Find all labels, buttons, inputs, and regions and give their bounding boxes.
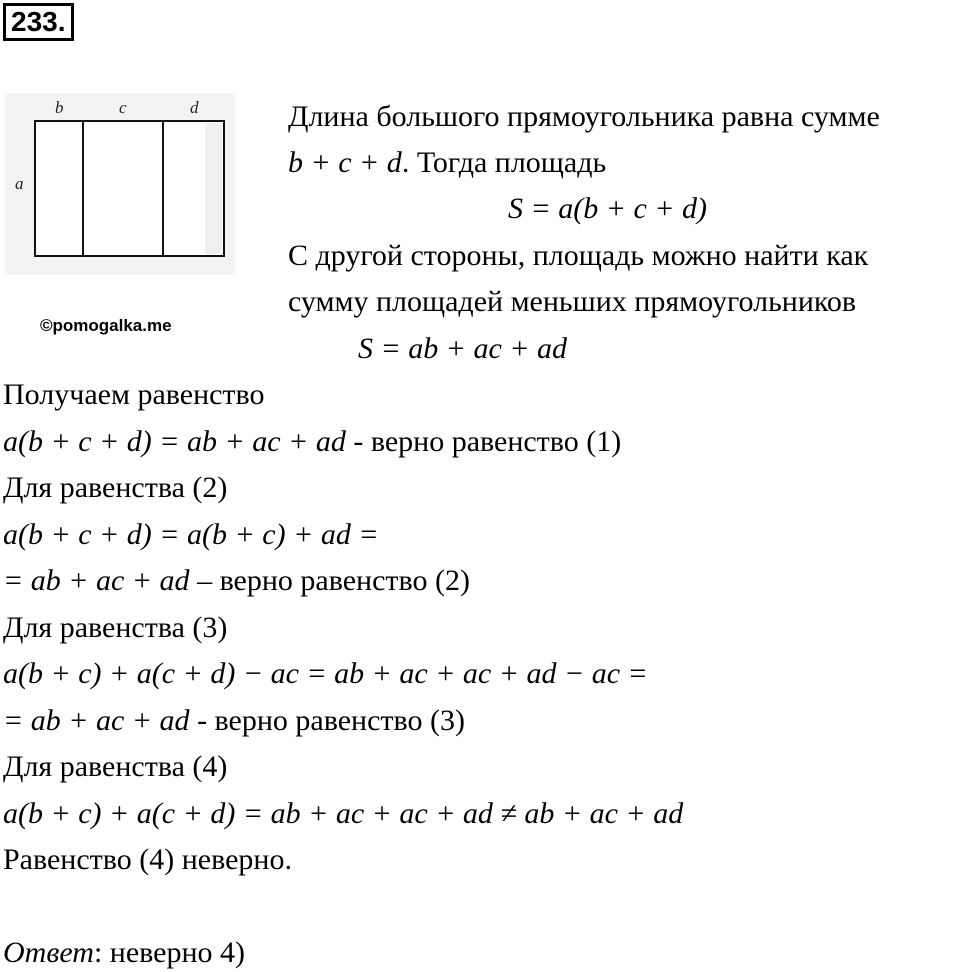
label-a: a <box>15 174 24 193</box>
text-line-4: С другой стороны, площадь можно найти как <box>288 239 869 272</box>
text-verdict-4: Равенство (4) неверно. <box>3 843 292 876</box>
answer-text: : неверно 4) <box>93 936 245 969</box>
label-d: d <box>190 98 199 117</box>
heading-equality-2: Для равенства (2) <box>3 471 228 504</box>
equality-line-1 <box>3 424 621 460</box>
rectangle-diagram <box>5 93 235 275</box>
heading-equality-3: Для равенства (3) <box>3 611 228 644</box>
math-equality-2a: a(b + c + d) = a(b + c) + ad = <box>3 518 379 551</box>
text-line-5: сумму площадей меньших прямоугольников <box>288 285 857 318</box>
math-equality-3b: = ab + ac + ad <box>3 704 190 737</box>
text-line-2 <box>288 145 606 181</box>
text-area: . Тогда площадь <box>401 146 607 179</box>
formula-area-2: S = ab + ac + ad <box>358 332 568 365</box>
heading-equality-4: Для равенства (4) <box>3 750 228 783</box>
label-c: c <box>119 98 127 117</box>
problem-number: 233. <box>3 3 74 41</box>
text-line-1: Длина большого прямоугольника равна сумме <box>288 100 880 133</box>
math-equality-4: a(b + c) + a(c + d) = ab + ac + ac + ad ≠ ab + ac + ad <box>3 797 684 830</box>
label-b: b <box>55 98 64 117</box>
math-equality-2b: = ab + ac + ad <box>3 564 190 597</box>
math-equality-3a: a(b + c) + a(c + d) − ac = ab + ac + ac + ad − ac = <box>3 657 648 690</box>
text-verdict-3: - верно равенство (3) <box>189 704 465 737</box>
answer-line <box>3 935 245 971</box>
rectangle-figure <box>5 93 235 275</box>
formula-area-1: S = a(b + c + d) <box>508 192 708 225</box>
text-line-7: Получаем равенство <box>3 378 265 411</box>
math-equality-1: a(b + c + d) = ab + ac + ad <box>3 425 346 458</box>
math-sum: b + c + d <box>288 146 402 179</box>
text-verdict-2: – верно равенство (2) <box>189 564 470 597</box>
text-verdict-1: - верно равенство (1) <box>345 425 622 458</box>
answer-label: Ответ <box>3 936 94 969</box>
equality-line-3 <box>3 703 465 739</box>
watermark: ©pomogalka.me <box>40 316 172 335</box>
equality-line-2 <box>3 563 470 599</box>
